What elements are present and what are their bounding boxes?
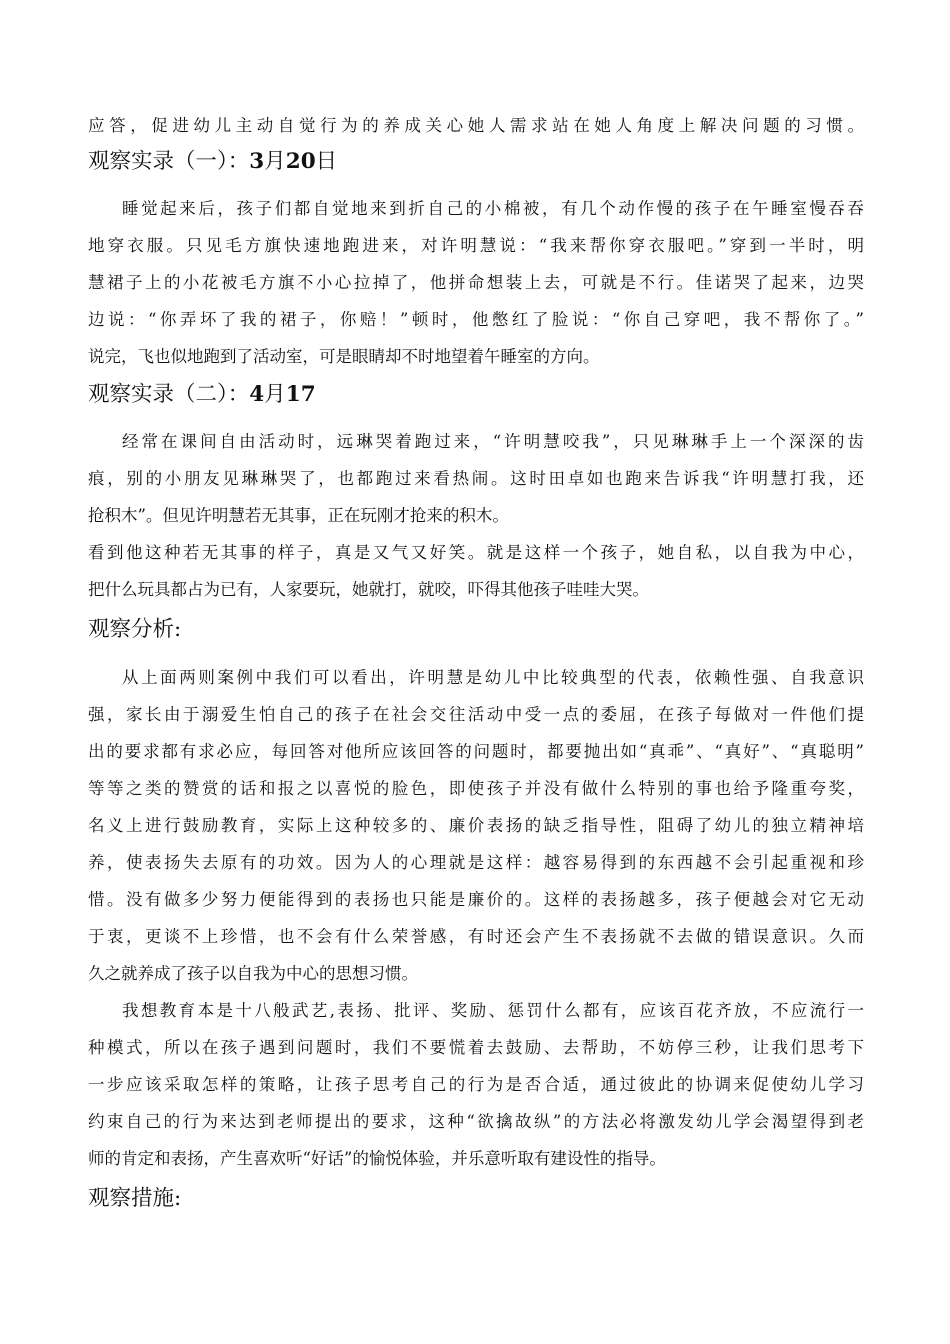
- paragraph-line: 久之就养成了孩子以自我为中心的思想习惯。: [88, 964, 418, 983]
- paragraph-line: 经常在课间自由活动时，远琳哭着跑过来，“许明慧咬我”，只见琳琳手上一个深深的齿: [122, 432, 864, 451]
- paragraph-line: 说完，飞也似地跑到了活动室，可是眼睛却不时地望着午睡室的方向。: [88, 347, 600, 366]
- section-heading-analysis: 观察分析:: [88, 617, 182, 642]
- paragraph-line: 地穿衣服。只见毛方旗快速地跑进来，对许明慧说：“我来帮你穿衣服吧。”穿到一半时，明: [88, 236, 864, 255]
- intro-text-line: 应答，促进幼儿主动自觉行为的养成关心她人需求站在她人角度上解决问题的习惯。: [88, 116, 864, 135]
- paragraph-line: 于衷，更谈不上珍惜，也不会有什么荣誉感，有时还会产生不表扬就不去做的错误意识。久而: [88, 927, 864, 946]
- paragraph-line: 强，家长由于溺爱生怕自己的孩子在社会交往活动中受一点的委屈，在孩子每做对一件他们提: [88, 705, 864, 724]
- paragraph-line: 我想教育本是十八般武艺,表扬、批评、奖励、惩罚什么都有，应该百花齐放，不应流行一: [122, 1001, 864, 1020]
- heading-month: 3: [249, 149, 265, 174]
- paragraph-line: 惜。没有做多少努力便能得到的表扬也只能是廉价的。这样的表扬越多，孩子便越会对它无动: [88, 890, 864, 909]
- paragraph-line: 师的肯定和表扬，产生喜欢听“好话”的愉悦体验，并乐意听取有建设性的指导。: [88, 1149, 666, 1168]
- heading-day: 17: [285, 382, 316, 407]
- section-heading-measures: 观察措施:: [88, 1186, 182, 1211]
- paragraph-line: 睡觉起来后，孩子们都自觉地来到折自己的小棉被，有几个动作慢的孩子在午睡室慢吞吞: [122, 199, 864, 218]
- paragraph-line: 出的要求都有求必应，每回答对他所应该回答的问题时，都要抛出如“真乖”、“真好”、“真聪明”: [88, 742, 864, 761]
- heading-month-label: 月: [264, 149, 286, 174]
- paragraph-line: 等等之类的赞赏的话和报之以喜悦的脸色，即使孩子并没有做什么特别的事也给予隆重夸奖，: [88, 779, 864, 798]
- paragraph-line: 边说：“你弄坏了我的裙子，你赔！”顿时，他憋红了脸说：“你自己穿吧，我不帮你了。”: [88, 310, 864, 329]
- paragraph-line: 痕，别的小朋友见琳琳哭了，也都跑过来看热闹。这时田卓如也跑来告诉我“许明慧打我，还: [88, 469, 864, 488]
- paragraph-line: 养，使表扬失去原有的功效。因为人的心理就是这样：越容易得到的东西越不会引起重视和珍: [88, 853, 864, 872]
- heading-prefix: 观察实录（二）：: [88, 382, 250, 407]
- paragraph-line: 名义上进行鼓励教育，实际上这种较多的、廉价表扬的缺乏指导性，阻碍了幼儿的独立精神培: [88, 816, 864, 835]
- heading-day-label: 日: [315, 149, 338, 174]
- section-heading-observation-2: [88, 382, 316, 408]
- paragraph-line: 一步应该采取怎样的策略，让孩子思考自己的行为是否合适，通过彼此的协调来促使幼儿学习: [88, 1075, 864, 1094]
- paragraph-line: 种模式，所以在孩子遇到问题时，我们不要慌着去鼓励、去帮助，不妨停三秒，让我们思考下: [88, 1038, 864, 1057]
- paragraph-line: 从上面两则案例中我们可以看出，许明慧是幼儿中比较典型的代表，依赖性强、自我意识: [122, 668, 864, 687]
- heading-month: 4: [249, 382, 265, 407]
- paragraph-line: 抢积木”。但见许明慧若无其事，正在玩刚才抢来的积木。: [88, 506, 509, 525]
- paragraph-line: 慧裙子上的小花被毛方旗不小心拉掉了，他拼命想装上去，可就是不行。佳诺哭了起来，边哭: [88, 273, 864, 292]
- heading-month-label: 月: [264, 382, 286, 407]
- paragraph-line: 约束自己的行为来达到老师提出的要求，这种“欲擒故纵”的方法必将激发幼儿学会渴望得到老: [88, 1112, 864, 1131]
- section-heading-observation-1: [88, 149, 337, 175]
- heading-prefix: 观察实录（一）：: [88, 149, 250, 174]
- paragraph-line: 把什么玩具都占为已有，人家要玩，她就打，就咬，吓得其他孩子哇哇大哭。: [88, 580, 649, 599]
- paragraph-line: 看到他这种若无其事的样子，真是又气又好笑。就是这样一个孩子，她自私，以自我为中心，: [88, 543, 864, 562]
- heading-day: 20: [285, 149, 316, 174]
